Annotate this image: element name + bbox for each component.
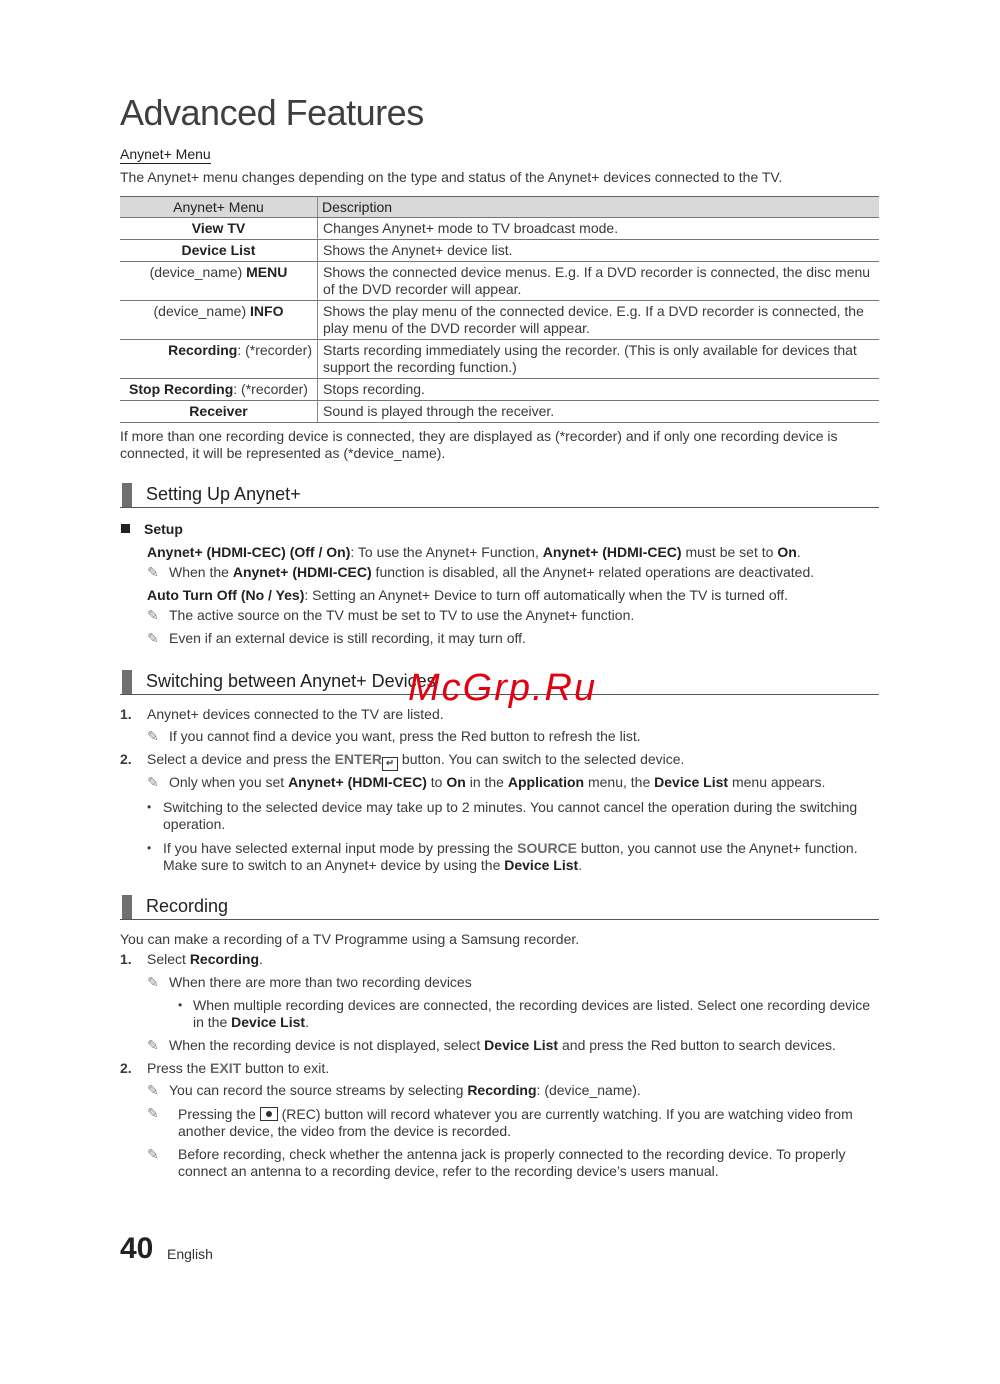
text-run: Select a device and press the	[147, 751, 335, 767]
text-run: When multiple recording devices are connected, the recording devices are listed. Select one recording device in the	[193, 997, 871, 1030]
section-heading: Switching between Anynet+ Devices	[146, 671, 436, 691]
table-row	[120, 218, 879, 240]
note-line	[147, 774, 882, 791]
step-number: 1.	[120, 706, 132, 722]
anynet-menu-heading: Anynet+ Menu	[120, 146, 211, 162]
menu-cell	[120, 401, 318, 423]
menu-cell-bold: Receiver	[189, 403, 248, 419]
exit-key-label: EXIT	[210, 1060, 242, 1076]
step-item	[120, 1060, 880, 1077]
setup-item-autoturnoff	[147, 587, 882, 604]
step-number: 1.	[120, 951, 132, 967]
step-number: 2.	[120, 1060, 132, 1076]
square-bullet-icon	[121, 524, 130, 533]
bullet-item	[147, 840, 867, 874]
step-text: Anynet+ devices connected to the TV are listed.	[147, 706, 444, 722]
anynet-menu-table	[120, 196, 879, 423]
text-run-bold: Device List	[484, 1037, 559, 1053]
text-run: .	[305, 1014, 309, 1030]
text-run: button, you cannot use the Anynet+ function. Make sure to switch to an Anynet+ device by using the	[163, 840, 858, 873]
recorder-display-note: If more than one recording device is connected, they are displayed as (*recorder) and if only one recording device is connected, it will be represented as (*device_name).	[120, 428, 838, 461]
section-heading: Recording	[146, 896, 229, 916]
text-run: When there are more than two recording devices	[169, 974, 472, 990]
text-run: Even if an external device is still recording, it may turn off.	[169, 630, 526, 646]
note-line	[147, 1105, 882, 1140]
table-row	[120, 379, 879, 401]
table-row	[120, 340, 879, 379]
note-line	[147, 607, 882, 624]
text-run: function is disabled, all the Anynet+ related operations are deactivated.	[371, 564, 815, 580]
menu-cell-bold: Recording	[168, 342, 238, 358]
section-heading: Setting Up Anynet+	[146, 484, 301, 504]
text-run: in the	[465, 774, 508, 790]
setup-label-line	[121, 521, 183, 538]
table-row	[120, 240, 879, 262]
text-run: If you have selected external input mode by pressing the	[163, 840, 518, 856]
menu-cell-suffix: : (*recorder)	[237, 342, 312, 358]
text-run: The active source on the TV must be set to TV to use the Anynet+ function.	[169, 607, 635, 623]
rec-button-icon	[260, 1107, 278, 1121]
note-line	[147, 1037, 882, 1054]
text-run: You can record the source streams by selecting	[169, 1082, 468, 1098]
note-line	[147, 974, 882, 991]
bullet-text: Switching to the selected device may take up to 2 minutes. You cannot cancel the operation during the switching operation.	[163, 799, 858, 832]
anynet-menu-intro: The Anynet+ menu changes depending on the type and status of the Anynet+ devices connected to the TV.	[120, 169, 783, 185]
note-line	[147, 630, 882, 647]
description-cell: Shows the play menu of the connected device. E.g. If a DVD recorder is connected, the play menu of the DVD recorder will appear.	[318, 301, 880, 340]
step-item	[120, 951, 880, 968]
text-run-bold: On	[446, 774, 466, 790]
description-cell: Starts recording immediately using the recorder. (This is only available for devices that support the recording function.)	[318, 340, 880, 379]
menu-cell-bold: Device List	[181, 242, 256, 258]
page-language: English	[167, 1246, 213, 1262]
note-pencil-icon: ✎	[147, 1037, 159, 1053]
menu-cell	[120, 379, 318, 401]
bullet-dot-icon: •	[178, 998, 183, 1012]
text-run-bold: Device List	[504, 857, 579, 873]
table-row	[120, 262, 879, 301]
text-run: Press the	[147, 1060, 211, 1076]
text-run-bold: Device List	[654, 774, 729, 790]
note-line	[147, 728, 882, 745]
note-pencil-icon: ✎	[147, 1105, 159, 1121]
step-number: 2.	[120, 751, 132, 767]
text-run: Only when you set	[169, 774, 289, 790]
note-pencil-icon: ✎	[147, 1146, 159, 1162]
text-run: (REC) button will record whatever you are currently watching. If you are watching video from another device, the video from the device is recorded.	[178, 1106, 853, 1139]
table-row	[120, 301, 879, 340]
section-bar	[122, 483, 132, 507]
description-cell: Changes Anynet+ mode to TV broadcast mode.	[318, 218, 880, 240]
description-cell: Shows the connected device menus. E.g. If a DVD recorder is connected, the disc menu of the DVD recorder will appear.	[318, 262, 880, 301]
text-run-bold: Device List	[231, 1014, 306, 1030]
recording-intro: You can make a recording of a TV Programme using a Samsung recorder.	[120, 931, 580, 947]
description-cell: Stops recording.	[318, 379, 880, 401]
section-bar	[122, 670, 132, 694]
menu-cell	[120, 262, 318, 301]
note-line	[147, 1146, 882, 1180]
text-run: : To use the Anynet+ Function,	[350, 544, 543, 560]
section-recording	[120, 895, 879, 920]
bullet-dot-icon: •	[147, 841, 152, 855]
text-run: to	[426, 774, 447, 790]
text-run-bold: Anynet+ (HDMI-CEC)	[288, 774, 427, 790]
text-run: Pressing the	[178, 1106, 260, 1122]
setup-item-label: Auto Turn Off (No / Yes)	[147, 587, 305, 603]
description-cell: Shows the Anynet+ device list.	[318, 240, 880, 262]
text-run: and press the Red button to search devices.	[558, 1037, 836, 1053]
column-header-description: Description	[318, 197, 880, 218]
setup-item-label: Anynet+ (HDMI-CEC) (Off / On)	[147, 544, 351, 560]
bullet-text	[193, 997, 880, 1031]
sub-bullet-item	[178, 997, 880, 1031]
text-run: When the recording device is not displayed, select	[169, 1037, 485, 1053]
note-pencil-icon: ✎	[147, 1082, 159, 1098]
step-item	[120, 751, 880, 769]
setup-label: Setup	[144, 521, 183, 537]
text-run-bold: Anynet+ (HDMI-CEC)	[232, 564, 372, 580]
text-run: button to exit.	[241, 1060, 330, 1076]
setup-item-anynet	[147, 544, 882, 561]
text-run: : (device_name).	[536, 1082, 641, 1098]
bullet-dot-icon: •	[147, 800, 152, 814]
menu-cell	[120, 218, 318, 240]
menu-cell	[120, 340, 318, 379]
enter-icon: ↵	[382, 757, 398, 771]
text-run: If you cannot find a device you want, press the Red button to refresh the list.	[169, 728, 641, 744]
note-pencil-icon: ✎	[147, 774, 159, 790]
text-run: : Setting an Anynet+ Device to turn off automatically when the TV is turned off.	[304, 587, 789, 603]
note-text: Before recording, check whether the antenna jack is properly connected to the recording device. To properly connect an antenna to a recording device, refer to the recording device’s users manual.	[178, 1146, 846, 1179]
text-run-bold: Recording	[467, 1082, 537, 1098]
note-line	[147, 1082, 882, 1099]
text-run-bold: Recording	[189, 951, 260, 967]
page-number: 40	[120, 1232, 154, 1265]
text-run: Select	[147, 951, 190, 967]
note-line	[147, 564, 882, 581]
bullet-text	[163, 840, 867, 874]
text-run: button. You can switch to the selected device.	[398, 751, 685, 767]
note-pencil-icon: ✎	[147, 630, 159, 646]
note-pencil-icon: ✎	[147, 564, 159, 580]
menu-cell-prefix: (device_name)	[149, 264, 247, 280]
menu-cell-bold: Stop Recording	[129, 381, 234, 397]
menu-cell-bold: View TV	[191, 220, 246, 236]
text-run-bold: Application	[507, 774, 585, 790]
menu-cell-prefix: (device_name)	[153, 303, 251, 319]
column-header-menu: Anynet+ Menu	[120, 197, 318, 218]
text-run: When the	[169, 564, 233, 580]
table-header-row	[120, 197, 879, 218]
menu-cell	[120, 240, 318, 262]
menu-cell-bold: MENU	[246, 264, 288, 280]
note-text	[178, 1105, 882, 1140]
enter-key-label: ENTER	[334, 751, 383, 767]
text-run: must be set to	[681, 544, 778, 560]
text-run-bold: On	[777, 544, 797, 560]
text-run: menu appears.	[728, 774, 826, 790]
text-run: .	[259, 951, 263, 967]
menu-cell-suffix: : (*recorder)	[233, 381, 308, 397]
note-pencil-icon: ✎	[147, 974, 159, 990]
page-title: Advanced Features	[120, 92, 424, 133]
text-run: .	[796, 544, 801, 560]
table-row	[120, 401, 879, 423]
bullet-item	[147, 799, 867, 833]
menu-cell-bold: INFO	[250, 303, 284, 319]
text-run: menu, the	[584, 774, 655, 790]
menu-cell	[120, 301, 318, 340]
text-run: .	[578, 857, 583, 873]
watermark: McGrp.Ru	[408, 667, 598, 709]
section-bar	[122, 895, 132, 919]
source-key-label: SOURCE	[517, 840, 578, 856]
text-run-bold: Anynet+ (HDMI-CEC)	[542, 544, 682, 560]
description-cell: Sound is played through the receiver.	[318, 401, 880, 423]
section-setting-up	[120, 483, 879, 508]
note-pencil-icon: ✎	[147, 728, 159, 744]
note-pencil-icon: ✎	[147, 607, 159, 623]
